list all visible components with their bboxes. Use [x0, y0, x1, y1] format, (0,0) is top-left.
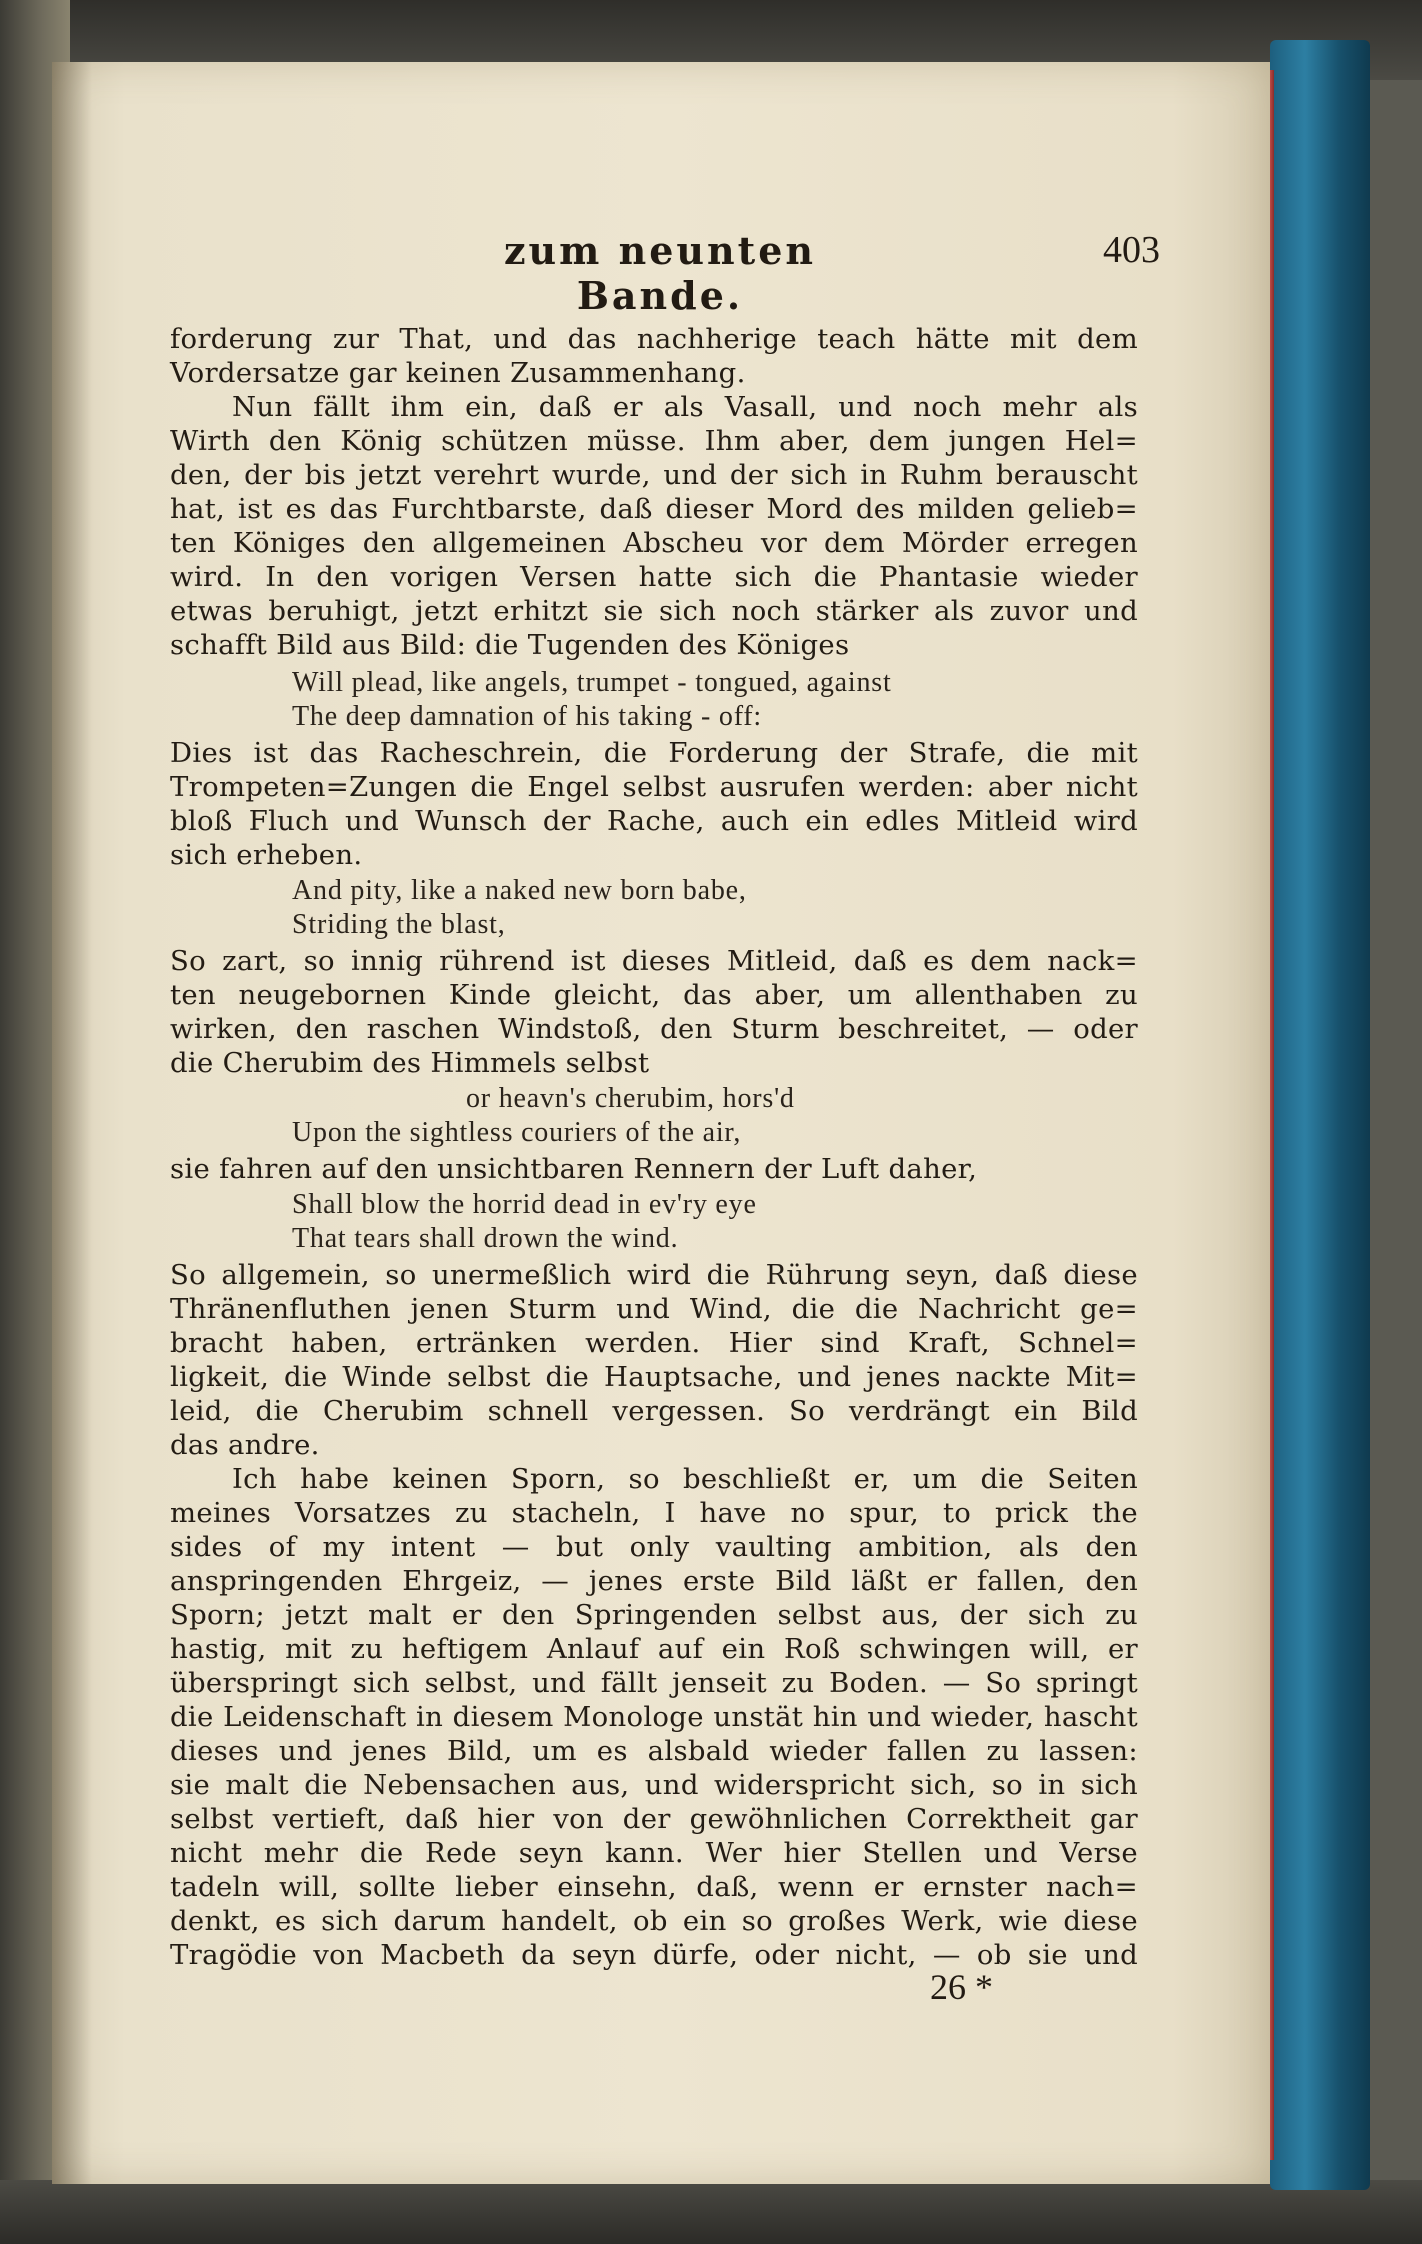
text-line: Ich habe keinen Sporn, so beschließt er, um die Seiten	[232, 1463, 1138, 1495]
text-line: ligkeit, die Winde selbst die Hauptsache, und jenes nackte Mit=	[170, 1361, 1138, 1393]
quote-line: Upon the sightless couriers of the air,	[292, 1117, 742, 1148]
text-line: leid, die Cherubim schnell vergessen. So verdrängt ein Bild	[170, 1395, 1138, 1427]
text-line: wirken, den raschen Windstoß, den Sturm beschreitet, — oder	[170, 1013, 1138, 1045]
text-line: Thränenfluthen jenen Sturm und Wind, die die Nachricht ge=	[170, 1293, 1138, 1325]
text-line: Nun fällt ihm ein, daß er als Vasall, und noch mehr als	[232, 391, 1138, 423]
book-cover-bottom	[0, 2180, 1422, 2244]
text-line: Tragödie von Macbeth da seyn dürfe, oder nicht, — ob sie und	[170, 1939, 1138, 1971]
text-line: ten neugebornen Kinde gleicht, das aber, um allenthaben zu	[170, 979, 1138, 1011]
text-line: ten Königes den allgemeinen Abscheu vor dem Mörder erregen	[170, 527, 1138, 559]
text-line: das andre.	[170, 1429, 320, 1461]
text-line: die Leidenschaft in diesem Monologe unstät hin und wieder, hascht	[170, 1701, 1138, 1733]
text-line: tadeln will, sollte lieber einsehn, daß, wenn er ernster nach=	[170, 1871, 1138, 1903]
running-head-title: zum neunten Bande.	[503, 228, 817, 318]
quote-line: The deep damnation of his taking - off:	[292, 701, 763, 732]
text-line: überspringt sich selbst, und fällt jenseit zu Boden. — So springt	[170, 1667, 1138, 1699]
text-line: etwas beruhigt, jetzt erhitzt sie sich noch stärker als zuvor und	[170, 595, 1138, 627]
text-line: bloß Fluch und Wunsch der Rache, auch ein edles Mitleid wird	[170, 805, 1138, 837]
text-line: nicht mehr die Rede seyn kann. Wer hier Stellen und Verse	[170, 1837, 1138, 1869]
quote-line: Striding the blast,	[292, 909, 506, 940]
text-line: anspringenden Ehrgeiz, — jenes erste Bild läßt er fallen, den	[170, 1565, 1138, 1597]
text-line: Trompeten=Zungen die Engel selbst ausrufen werden: aber nicht	[170, 771, 1138, 803]
gutter-shadow	[52, 62, 92, 2184]
text-line: sie fahren auf den unsichtbaren Rennern der Luft daher,	[170, 1153, 978, 1185]
text-line: Sporn; jetzt malt er den Springenden selbst aus, der sich zu	[170, 1599, 1138, 1631]
text-line: Wirth den König schützen müsse. Ihm aber, dem jungen Hel=	[170, 425, 1138, 457]
text-line: meines Vorsatzes zu stacheln, I have no spur, to prick the	[170, 1497, 1138, 1529]
quote-line: And pity, like a naked new born babe,	[292, 875, 747, 906]
quote-line: or heavn's cherubim, hors'd	[466, 1083, 795, 1114]
signature-mark: 26 *	[930, 1967, 993, 2007]
text-line: den, der bis jetzt verehrt wurde, und der sich in Ruhm berauscht	[170, 459, 1138, 491]
quote-line: Will plead, like angels, trumpet - tongued, against	[292, 667, 892, 698]
text-line: denkt, es sich darum handelt, ob ein so großes Werk, wie diese	[170, 1905, 1138, 1937]
text-line: sie malt die Nebensachen aus, und widerspricht sich, so in sich	[170, 1769, 1138, 1801]
text-line: selbst vertieft, daß hier von der gewöhnlichen Correktheit gar	[170, 1803, 1138, 1835]
text-line: schafft Bild aus Bild: die Tugenden des Königes	[170, 629, 850, 661]
text-line: die Cherubim des Himmels selbst	[170, 1047, 650, 1079]
text-line: forderung zur That, und das nachherige teach hätte mit dem	[170, 323, 1138, 355]
text-line: dieses und jenes Bild, um es alsbald wieder fallen zu lassen:	[170, 1735, 1138, 1767]
quote-line: Shall blow the horrid dead in ev'ry eye	[292, 1189, 757, 1220]
text-line: So allgemein, so unermeßlich wird die Rührung seyn, daß diese	[170, 1259, 1138, 1291]
text-line: Dies ist das Racheschrein, die Forderung der Strafe, die mit	[170, 737, 1138, 769]
text-line: hat, ist es das Furchtbarste, daß dieser Mord des milden gelieb=	[170, 493, 1138, 525]
book-spine	[1270, 40, 1370, 2190]
page-number: 403	[1103, 229, 1160, 271]
quote-line: That tears shall drown the wind.	[292, 1223, 679, 1254]
text-line: sich erheben.	[170, 839, 363, 871]
text-line: So zart, so innig rührend ist dieses Mitleid, daß es dem nack=	[170, 945, 1138, 977]
text-line: hastig, mit zu heftigem Anlauf auf ein Roß schwingen will, er	[170, 1633, 1138, 1665]
text-line: sides of my intent — but only vaulting ambition, als den	[170, 1531, 1138, 1563]
text-line: wird. In den vorigen Versen hatte sich die Phantasie wieder	[170, 561, 1138, 593]
text-line: Vordersatze gar keinen Zusammenhang.	[170, 357, 746, 389]
text-line: bracht haben, ertränken werden. Hier sind Kraft, Schnel=	[170, 1327, 1138, 1359]
